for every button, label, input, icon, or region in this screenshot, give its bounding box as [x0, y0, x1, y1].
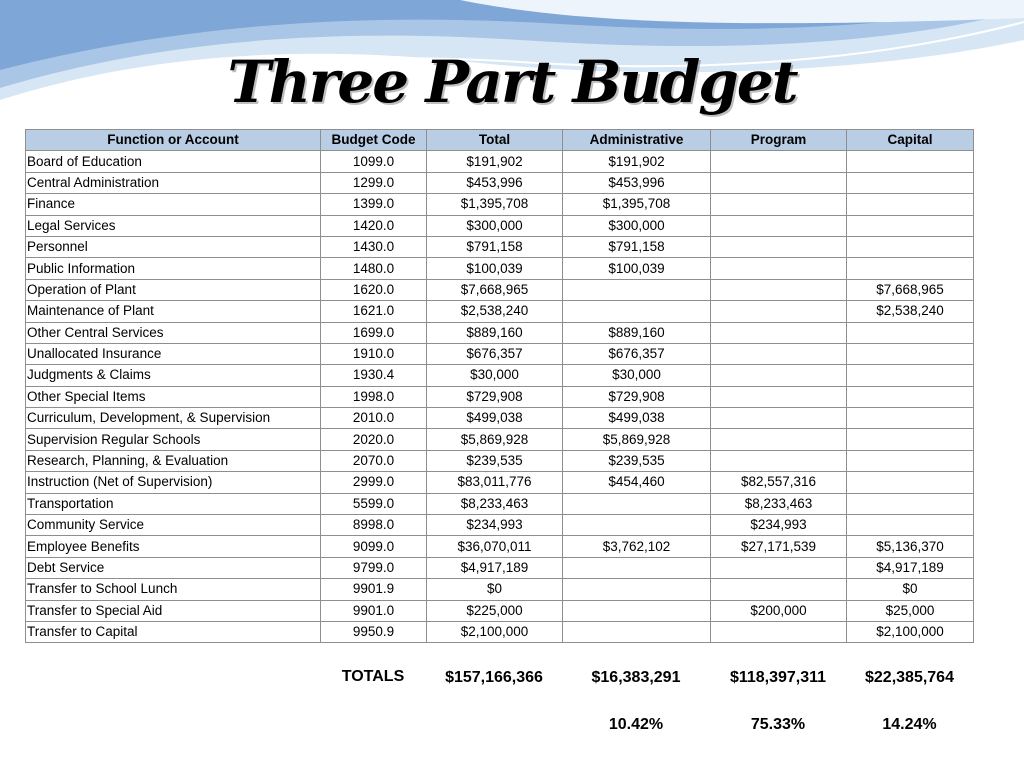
cell-total: $2,538,240 — [427, 301, 563, 322]
cell-capital — [847, 472, 974, 493]
cell-capital — [847, 429, 974, 450]
cell-budget-code: 9901.0 — [321, 600, 427, 621]
cell-function: Debt Service — [26, 557, 321, 578]
cell-budget-code: 1930.4 — [321, 365, 427, 386]
table-row — [26, 579, 974, 600]
cell-administrative — [563, 579, 711, 600]
cell-total: $36,070,011 — [427, 536, 563, 557]
totals-capital: $22,385,764 — [865, 669, 954, 686]
cell-capital — [847, 236, 974, 257]
table-row — [26, 386, 974, 407]
cell-program — [711, 172, 847, 193]
cell-total: $4,917,189 — [427, 557, 563, 578]
table-row — [26, 429, 974, 450]
cell-capital — [847, 258, 974, 279]
cell-total: $2,100,000 — [427, 621, 563, 642]
cell-function: Transfer to School Lunch — [26, 579, 321, 600]
cell-administrative: $100,039 — [563, 258, 711, 279]
table-row — [26, 194, 974, 215]
percent-program: 75.33% — [750, 716, 806, 733]
cell-administrative: $454,460 — [563, 472, 711, 493]
cell-capital: $7,668,965 — [847, 279, 974, 300]
cell-administrative: $3,762,102 — [563, 536, 711, 557]
cell-administrative: $453,996 — [563, 172, 711, 193]
table-row — [26, 493, 974, 514]
cell-budget-code: 1620.0 — [321, 279, 427, 300]
cell-capital — [847, 343, 974, 364]
cell-total: $453,996 — [427, 172, 563, 193]
cell-total: $1,395,708 — [427, 194, 563, 215]
cell-function: Community Service — [26, 515, 321, 536]
cell-capital — [847, 151, 974, 172]
cell-function: Central Administration — [26, 172, 321, 193]
cell-capital — [847, 194, 974, 215]
cell-administrative: $676,357 — [563, 343, 711, 364]
table-row — [26, 279, 974, 300]
table-row — [26, 365, 974, 386]
cell-budget-code: 1998.0 — [321, 386, 427, 407]
cell-program — [711, 408, 847, 429]
cell-program — [711, 258, 847, 279]
table-row — [26, 557, 974, 578]
cell-function: Instruction (Net of Supervision) — [26, 472, 321, 493]
table-row — [26, 515, 974, 536]
cell-program — [711, 579, 847, 600]
cell-capital — [847, 493, 974, 514]
cell-function: Public Information — [26, 258, 321, 279]
cell-budget-code: 1430.0 — [321, 236, 427, 257]
table-header-row — [26, 130, 974, 151]
cell-capital — [847, 515, 974, 536]
cell-total: $5,869,928 — [427, 429, 563, 450]
cell-function: Employee Benefits — [26, 536, 321, 557]
cell-total: $889,160 — [427, 322, 563, 343]
cell-function: Unallocated Insurance — [26, 343, 321, 364]
table-row — [26, 450, 974, 471]
cell-administrative: $729,908 — [563, 386, 711, 407]
cell-program — [711, 429, 847, 450]
cell-function: Curriculum, Development, & Supervision — [26, 408, 321, 429]
cell-program — [711, 365, 847, 386]
cell-program: $82,557,316 — [711, 472, 847, 493]
header-function: Function or Account — [26, 130, 321, 151]
cell-budget-code: 1699.0 — [321, 322, 427, 343]
cell-budget-code: 5599.0 — [321, 493, 427, 514]
cell-function: Finance — [26, 194, 321, 215]
cell-program — [711, 621, 847, 642]
cell-administrative — [563, 600, 711, 621]
cell-function: Transfer to Capital — [26, 621, 321, 642]
table-row — [26, 215, 974, 236]
table-row — [26, 472, 974, 493]
cell-administrative: $300,000 — [563, 215, 711, 236]
cell-total: $83,011,776 — [427, 472, 563, 493]
cell-budget-code: 9901.9 — [321, 579, 427, 600]
cell-budget-code: 9950.9 — [321, 621, 427, 642]
cell-administrative — [563, 301, 711, 322]
cell-total: $8,233,463 — [427, 493, 563, 514]
cell-program: $27,171,539 — [711, 536, 847, 557]
cell-capital: $0 — [847, 579, 974, 600]
cell-total: $191,902 — [427, 151, 563, 172]
cell-budget-code: 1099.0 — [321, 151, 427, 172]
cell-total: $225,000 — [427, 600, 563, 621]
totals-total: $157,166,366 — [445, 669, 543, 686]
cell-budget-code: 1299.0 — [321, 172, 427, 193]
cell-administrative: $239,535 — [563, 450, 711, 471]
cell-budget-code: 8998.0 — [321, 515, 427, 536]
cell-capital: $2,538,240 — [847, 301, 974, 322]
header-administrative: Administrative — [563, 130, 711, 151]
cell-function: Board of Education — [26, 151, 321, 172]
cell-capital: $25,000 — [847, 600, 974, 621]
totals-administrative: $16,383,291 — [591, 669, 681, 686]
cell-administrative — [563, 515, 711, 536]
cell-function: Transfer to Special Aid — [26, 600, 321, 621]
table-row — [26, 301, 974, 322]
cell-budget-code: 1480.0 — [321, 258, 427, 279]
cell-administrative: $191,902 — [563, 151, 711, 172]
header-budget-code: Budget Code — [321, 130, 427, 151]
budget-table — [25, 129, 974, 643]
table-row — [26, 258, 974, 279]
cell-budget-code: 9099.0 — [321, 536, 427, 557]
cell-administrative — [563, 493, 711, 514]
totals-label: TOTALS — [341, 668, 405, 685]
cell-administrative: $1,395,708 — [563, 194, 711, 215]
cell-program — [711, 343, 847, 364]
cell-function: Legal Services — [26, 215, 321, 236]
cell-program — [711, 194, 847, 215]
cell-capital: $4,917,189 — [847, 557, 974, 578]
cell-program — [711, 279, 847, 300]
cell-budget-code: 1399.0 — [321, 194, 427, 215]
cell-function: Supervision Regular Schools — [26, 429, 321, 450]
header-total: Total — [427, 130, 563, 151]
cell-administrative — [563, 557, 711, 578]
cell-program: $8,233,463 — [711, 493, 847, 514]
cell-total: $676,357 — [427, 343, 563, 364]
cell-budget-code: 2999.0 — [321, 472, 427, 493]
percent-capital: 14.24% — [882, 716, 937, 733]
cell-program — [711, 557, 847, 578]
cell-capital — [847, 322, 974, 343]
cell-administrative: $30,000 — [563, 365, 711, 386]
cell-capital — [847, 172, 974, 193]
table-row — [26, 408, 974, 429]
cell-budget-code: 1910.0 — [321, 343, 427, 364]
cell-administrative: $499,038 — [563, 408, 711, 429]
cell-total: $7,668,965 — [427, 279, 563, 300]
cell-function: Maintenance of Plant — [26, 301, 321, 322]
page-title: Three Part Budget — [227, 48, 797, 116]
table-row — [26, 621, 974, 642]
cell-total: $100,039 — [427, 258, 563, 279]
cell-program — [711, 322, 847, 343]
table-row — [26, 151, 974, 172]
header-program: Program — [711, 130, 847, 151]
cell-program — [711, 151, 847, 172]
cell-capital: $5,136,370 — [847, 536, 974, 557]
cell-budget-code: 1621.0 — [321, 301, 427, 322]
cell-administrative: $889,160 — [563, 322, 711, 343]
cell-administrative: $791,158 — [563, 236, 711, 257]
cell-total: $234,993 — [427, 515, 563, 536]
header-capital: Capital — [847, 130, 974, 151]
table-row — [26, 343, 974, 364]
cell-program — [711, 236, 847, 257]
cell-budget-code: 2070.0 — [321, 450, 427, 471]
cell-program: $234,993 — [711, 515, 847, 536]
table-row — [26, 236, 974, 257]
cell-budget-code: 9799.0 — [321, 557, 427, 578]
cell-capital: $2,100,000 — [847, 621, 974, 642]
cell-function: Other Central Services — [26, 322, 321, 343]
cell-budget-code: 1420.0 — [321, 215, 427, 236]
totals-program: $118,397,311 — [729, 669, 827, 686]
table-row — [26, 172, 974, 193]
cell-total: $791,158 — [427, 236, 563, 257]
table-row — [26, 600, 974, 621]
cell-total: $30,000 — [427, 365, 563, 386]
cell-program: $200,000 — [711, 600, 847, 621]
cell-function: Research, Planning, & Evaluation — [26, 450, 321, 471]
cell-budget-code: 2020.0 — [321, 429, 427, 450]
cell-program — [711, 215, 847, 236]
cell-program — [711, 450, 847, 471]
cell-total: $499,038 — [427, 408, 563, 429]
cell-capital — [847, 408, 974, 429]
cell-capital — [847, 365, 974, 386]
cell-capital — [847, 450, 974, 471]
cell-capital — [847, 215, 974, 236]
cell-total: $0 — [427, 579, 563, 600]
cell-administrative — [563, 279, 711, 300]
cell-function: Personnel — [26, 236, 321, 257]
cell-function: Judgments & Claims — [26, 365, 321, 386]
cell-program — [711, 301, 847, 322]
cell-total: $239,535 — [427, 450, 563, 471]
table-row — [26, 322, 974, 343]
cell-total: $729,908 — [427, 386, 563, 407]
percent-administrative: 10.42% — [608, 716, 664, 733]
cell-function: Operation of Plant — [26, 279, 321, 300]
cell-administrative — [563, 621, 711, 642]
cell-capital — [847, 386, 974, 407]
cell-administrative: $5,869,928 — [563, 429, 711, 450]
cell-budget-code: 2010.0 — [321, 408, 427, 429]
cell-program — [711, 386, 847, 407]
cell-function: Other Special Items — [26, 386, 321, 407]
table-row — [26, 536, 974, 557]
cell-function: Transportation — [26, 493, 321, 514]
cell-total: $300,000 — [427, 215, 563, 236]
